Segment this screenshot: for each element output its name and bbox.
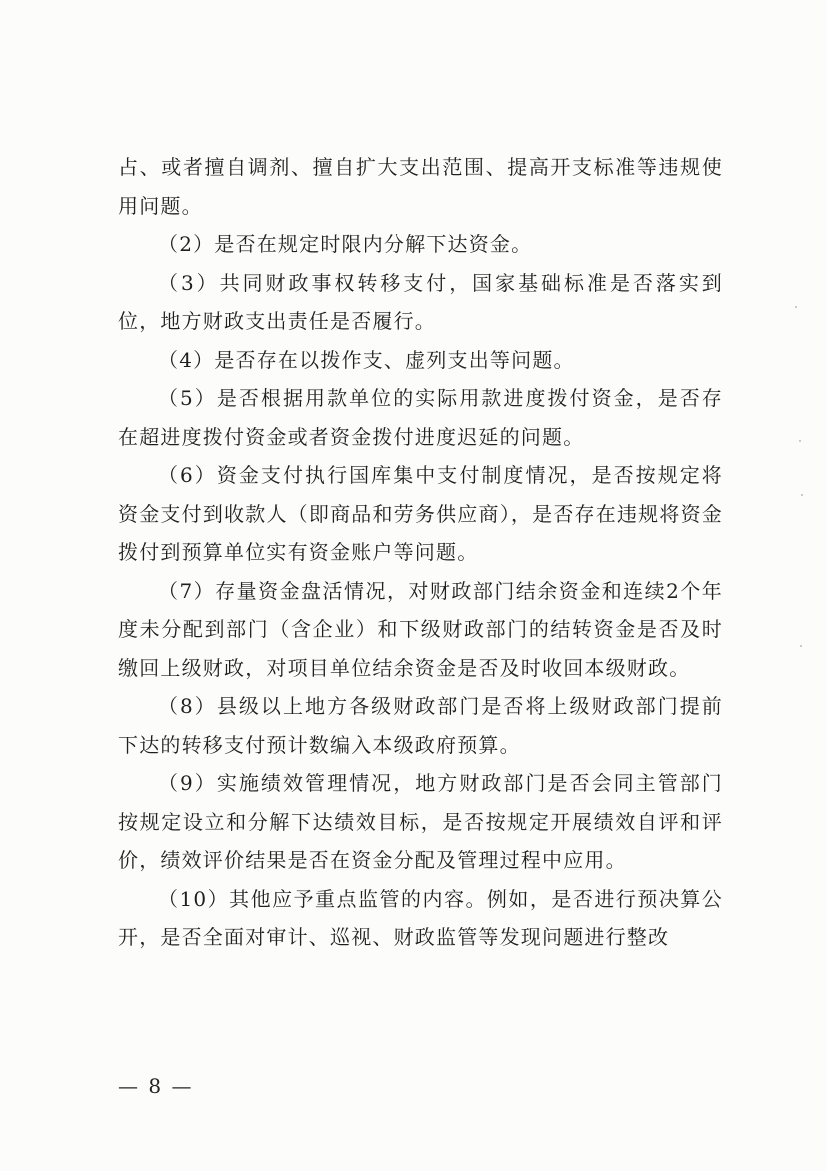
paragraph: （7）存量资金盘活情况，对财政部门结余资金和连续2个年度未分配到部门（含企业）和下级财政部门的结转资金是否及时缴回上级财政，对项目单位结余资金是否及时收回本级财政。 (118, 578, 723, 680)
paragraph: （9）实施绩效管理情况，地方财政部门是否会同主管部门按规定设立和分解下达绩效目标，是否按规定开展绩效自评和评价，绩效评价结果是否在资金分配及管理过程中应用。 (118, 771, 723, 872)
scan-artifact (795, 306, 797, 308)
scan-artifact (799, 440, 801, 442)
paragraph: （4）是否存在以拨作支、虚列支出等问题。 (158, 347, 575, 372)
document-body (118, 148, 723, 957)
paragraph: （8）县级以上地方各级财政部门是否将上级财政部门提前下达的转移支付预计数编入本级政府预算。 (118, 694, 723, 757)
page-number: — 8 — (118, 1074, 194, 1098)
paragraph: （3）共同财政事权转移支付，国家基础标准是否落实到位，地方财政支出责任是否履行。 (118, 270, 723, 333)
paragraph: （6）资金支付执行国库集中支付制度情况，是否按规定将资金支付到收款人（即商品和劳务供应商），是否存在违规将资金拨付到预算单位实有资金账户等问题。 (118, 463, 723, 564)
scan-artifact (800, 645, 802, 647)
paragraph: （10）其他应予重点监管的内容。例如，是否进行预决算公开，是否全面对审计、巡视、财政监管等发现问题进行整改 (118, 886, 723, 949)
scan-artifact (801, 494, 803, 496)
paragraph: （2）是否在规定时限内分解下达资金。 (158, 232, 533, 256)
paragraph: （5）是否根据用款单位的实际用款进度拨付资金，是否存在超进度拨付资金或者资金拨付进度迟延的问题。 (118, 386, 723, 449)
paragraph: 占、或者擅自调剂、擅自扩大支出范围、提高开支标准等违规使用问题。 (118, 155, 723, 218)
